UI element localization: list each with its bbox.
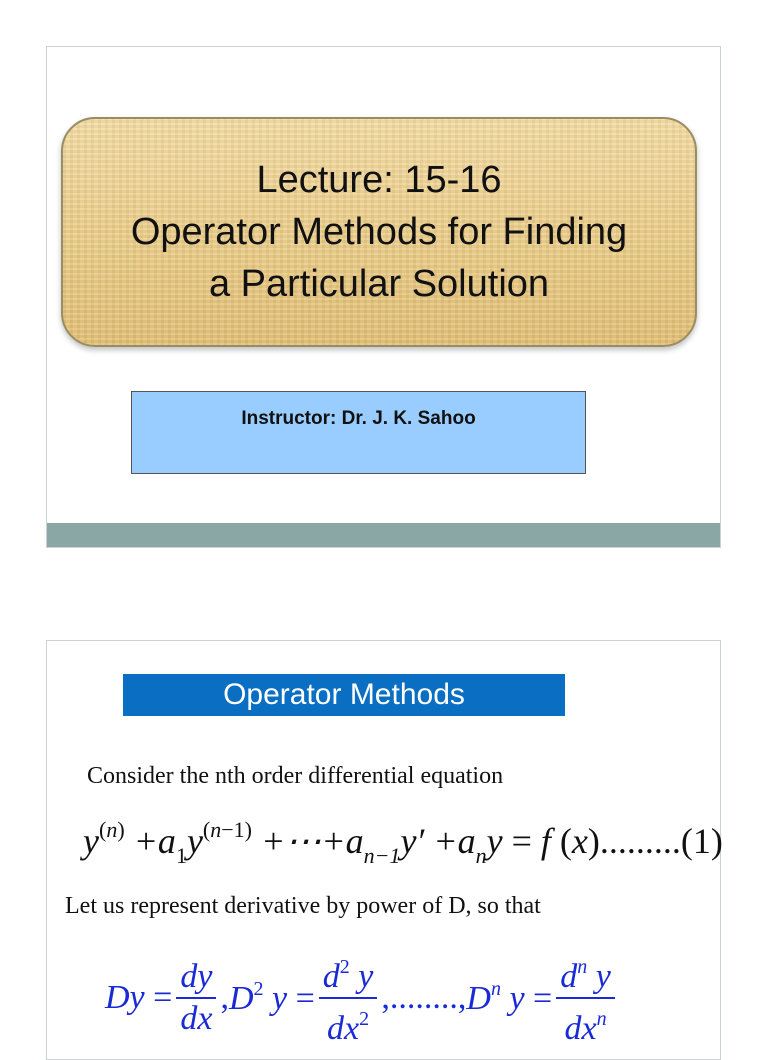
instructor-box [131, 391, 586, 474]
lecture-title-line-2: a Particular Solution [208, 263, 550, 305]
lecture-title-line-1: Operator Methods for Finding [130, 211, 628, 253]
slide-footer-bar [47, 523, 720, 547]
differential-equation: $y^{(n)} +a_1y^{(n-1)}$ $+\cdots+a_{n-1}y' +a_ny = f$ (x).........(1) [83, 817, 723, 868]
equation-number: .........(1) [599, 821, 723, 861]
operator-paragraph: Let us represent derivative by power of D, so that [65, 893, 541, 919]
dny-dxn-fraction: $\frac{d^n y}{dx^n}$ [556, 947, 615, 1049]
operator-definitions: Dy = $\frac{dy}{dx}$ , $D^2$ y = $\frac{d^2 y}{dx^2}$ ,........, $D^n$ y = $\frac{d^n y}{dx^n}$ [105, 947, 619, 1049]
title-box [61, 117, 697, 347]
ellipsis: ,........, [381, 979, 467, 1016]
dy-dx-fraction: $\frac{dy}{dx}$ [176, 957, 216, 1039]
section-heading: Operator Methods [123, 674, 565, 716]
title-slide [46, 46, 721, 548]
instructor-name: Instructor: Dr. J. K. Sahoo [241, 408, 476, 429]
lecture-number: Lecture: 15-16 [256, 159, 502, 201]
intro-paragraph: Consider the nth order differential equation [87, 763, 504, 789]
content-slide [46, 640, 721, 1060]
d2y-dx2-fraction: $\frac{d^2 y}{dx^2}$ [319, 947, 378, 1049]
